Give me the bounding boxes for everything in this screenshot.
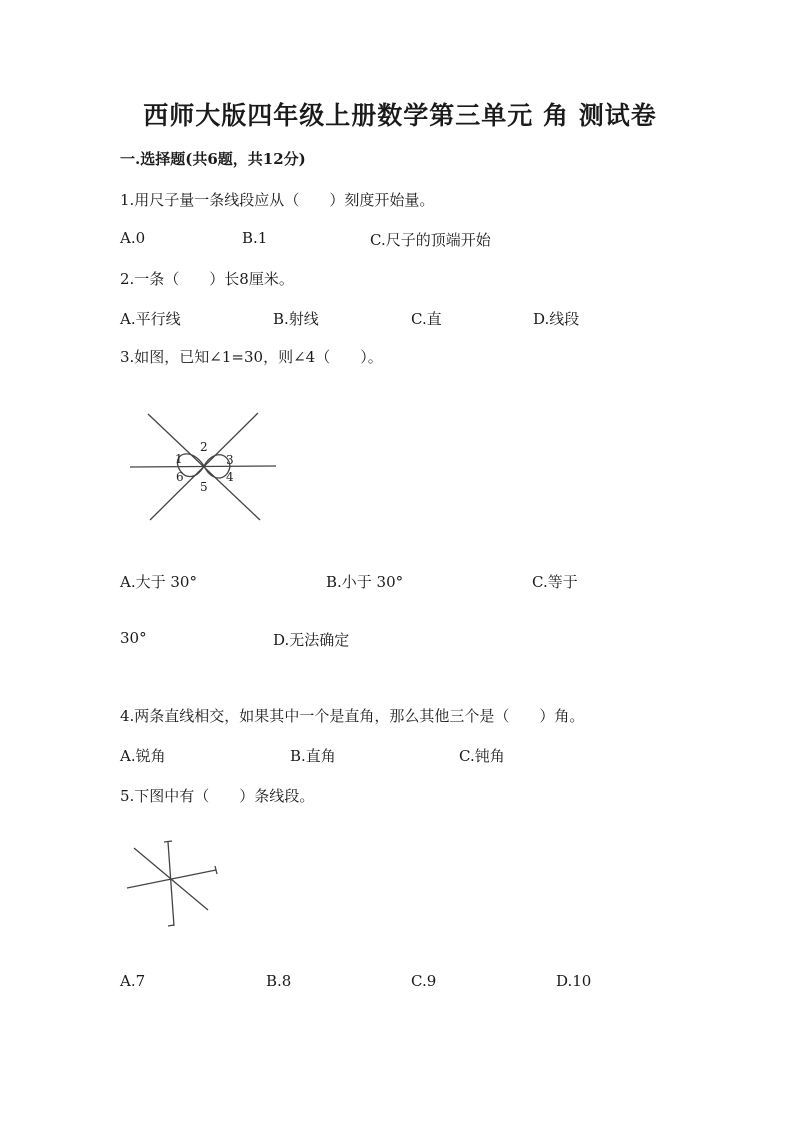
question-2-stem: 2.一条（ ）长8厘米。: [120, 270, 294, 288]
question-5-option-b[interactable]: B.8: [266, 972, 292, 990]
question-5-figure: [124, 838, 224, 930]
page-title: 西师大版四年级上册数学第三单元 角 测试卷: [143, 101, 657, 130]
question-5-stem: 5.下图中有（ ）条线段。: [120, 787, 315, 805]
question-1-option-a[interactable]: A.0: [120, 229, 146, 247]
angle-label-5: 5: [200, 480, 208, 494]
question-5-option-d[interactable]: D.10: [556, 972, 592, 990]
question-1-option-c[interactable]: C.尺子的顶端开始: [370, 231, 491, 249]
question-3-figure: [128, 405, 278, 525]
angle-label-6: 6: [176, 470, 184, 484]
endpoint-marks: [164, 841, 217, 926]
question-1-stem: 1.用尺子量一条线段应从（ ）刻度开始量。: [120, 191, 435, 209]
question-3-stem: 3.如图，已知∠1=30，则∠4（ ）。: [120, 348, 383, 366]
question-4-stem: 4.两条直线相交，如果其中一个是直角，那么其他三个是（ ）角。: [120, 707, 585, 725]
angle-label-3: 3: [226, 453, 234, 467]
question-4-option-c[interactable]: C.钝角: [459, 747, 505, 765]
angle-label-4: 4: [226, 470, 234, 484]
question-3-option-c[interactable]: C.等于: [532, 573, 578, 591]
section-heading: 一.选择题(共6题，共12分): [120, 150, 306, 168]
angle-label-1: 1: [175, 452, 183, 466]
question-1-option-b[interactable]: B.1: [242, 229, 268, 247]
segment-vertical: [168, 842, 174, 926]
question-3-option-c-continued: 30°: [120, 629, 147, 647]
question-2-option-c[interactable]: C.直: [411, 310, 442, 328]
question-5-option-c[interactable]: C.9: [411, 972, 437, 990]
angle-label-2: 2: [200, 440, 208, 454]
question-5-option-a[interactable]: A.7: [120, 972, 146, 990]
question-4-option-a[interactable]: A.锐角: [120, 747, 166, 765]
question-4-option-b[interactable]: B.直角: [290, 747, 336, 765]
question-3-option-d[interactable]: D.无法确定: [273, 631, 350, 649]
question-3-option-b[interactable]: B.小于 30°: [326, 573, 404, 591]
question-2-option-b[interactable]: B.射线: [273, 310, 319, 328]
question-2-option-d[interactable]: D.线段: [533, 310, 580, 328]
question-3-option-a[interactable]: A.大于 30°: [120, 573, 197, 591]
question-2-option-a[interactable]: A.平行线: [120, 310, 181, 328]
